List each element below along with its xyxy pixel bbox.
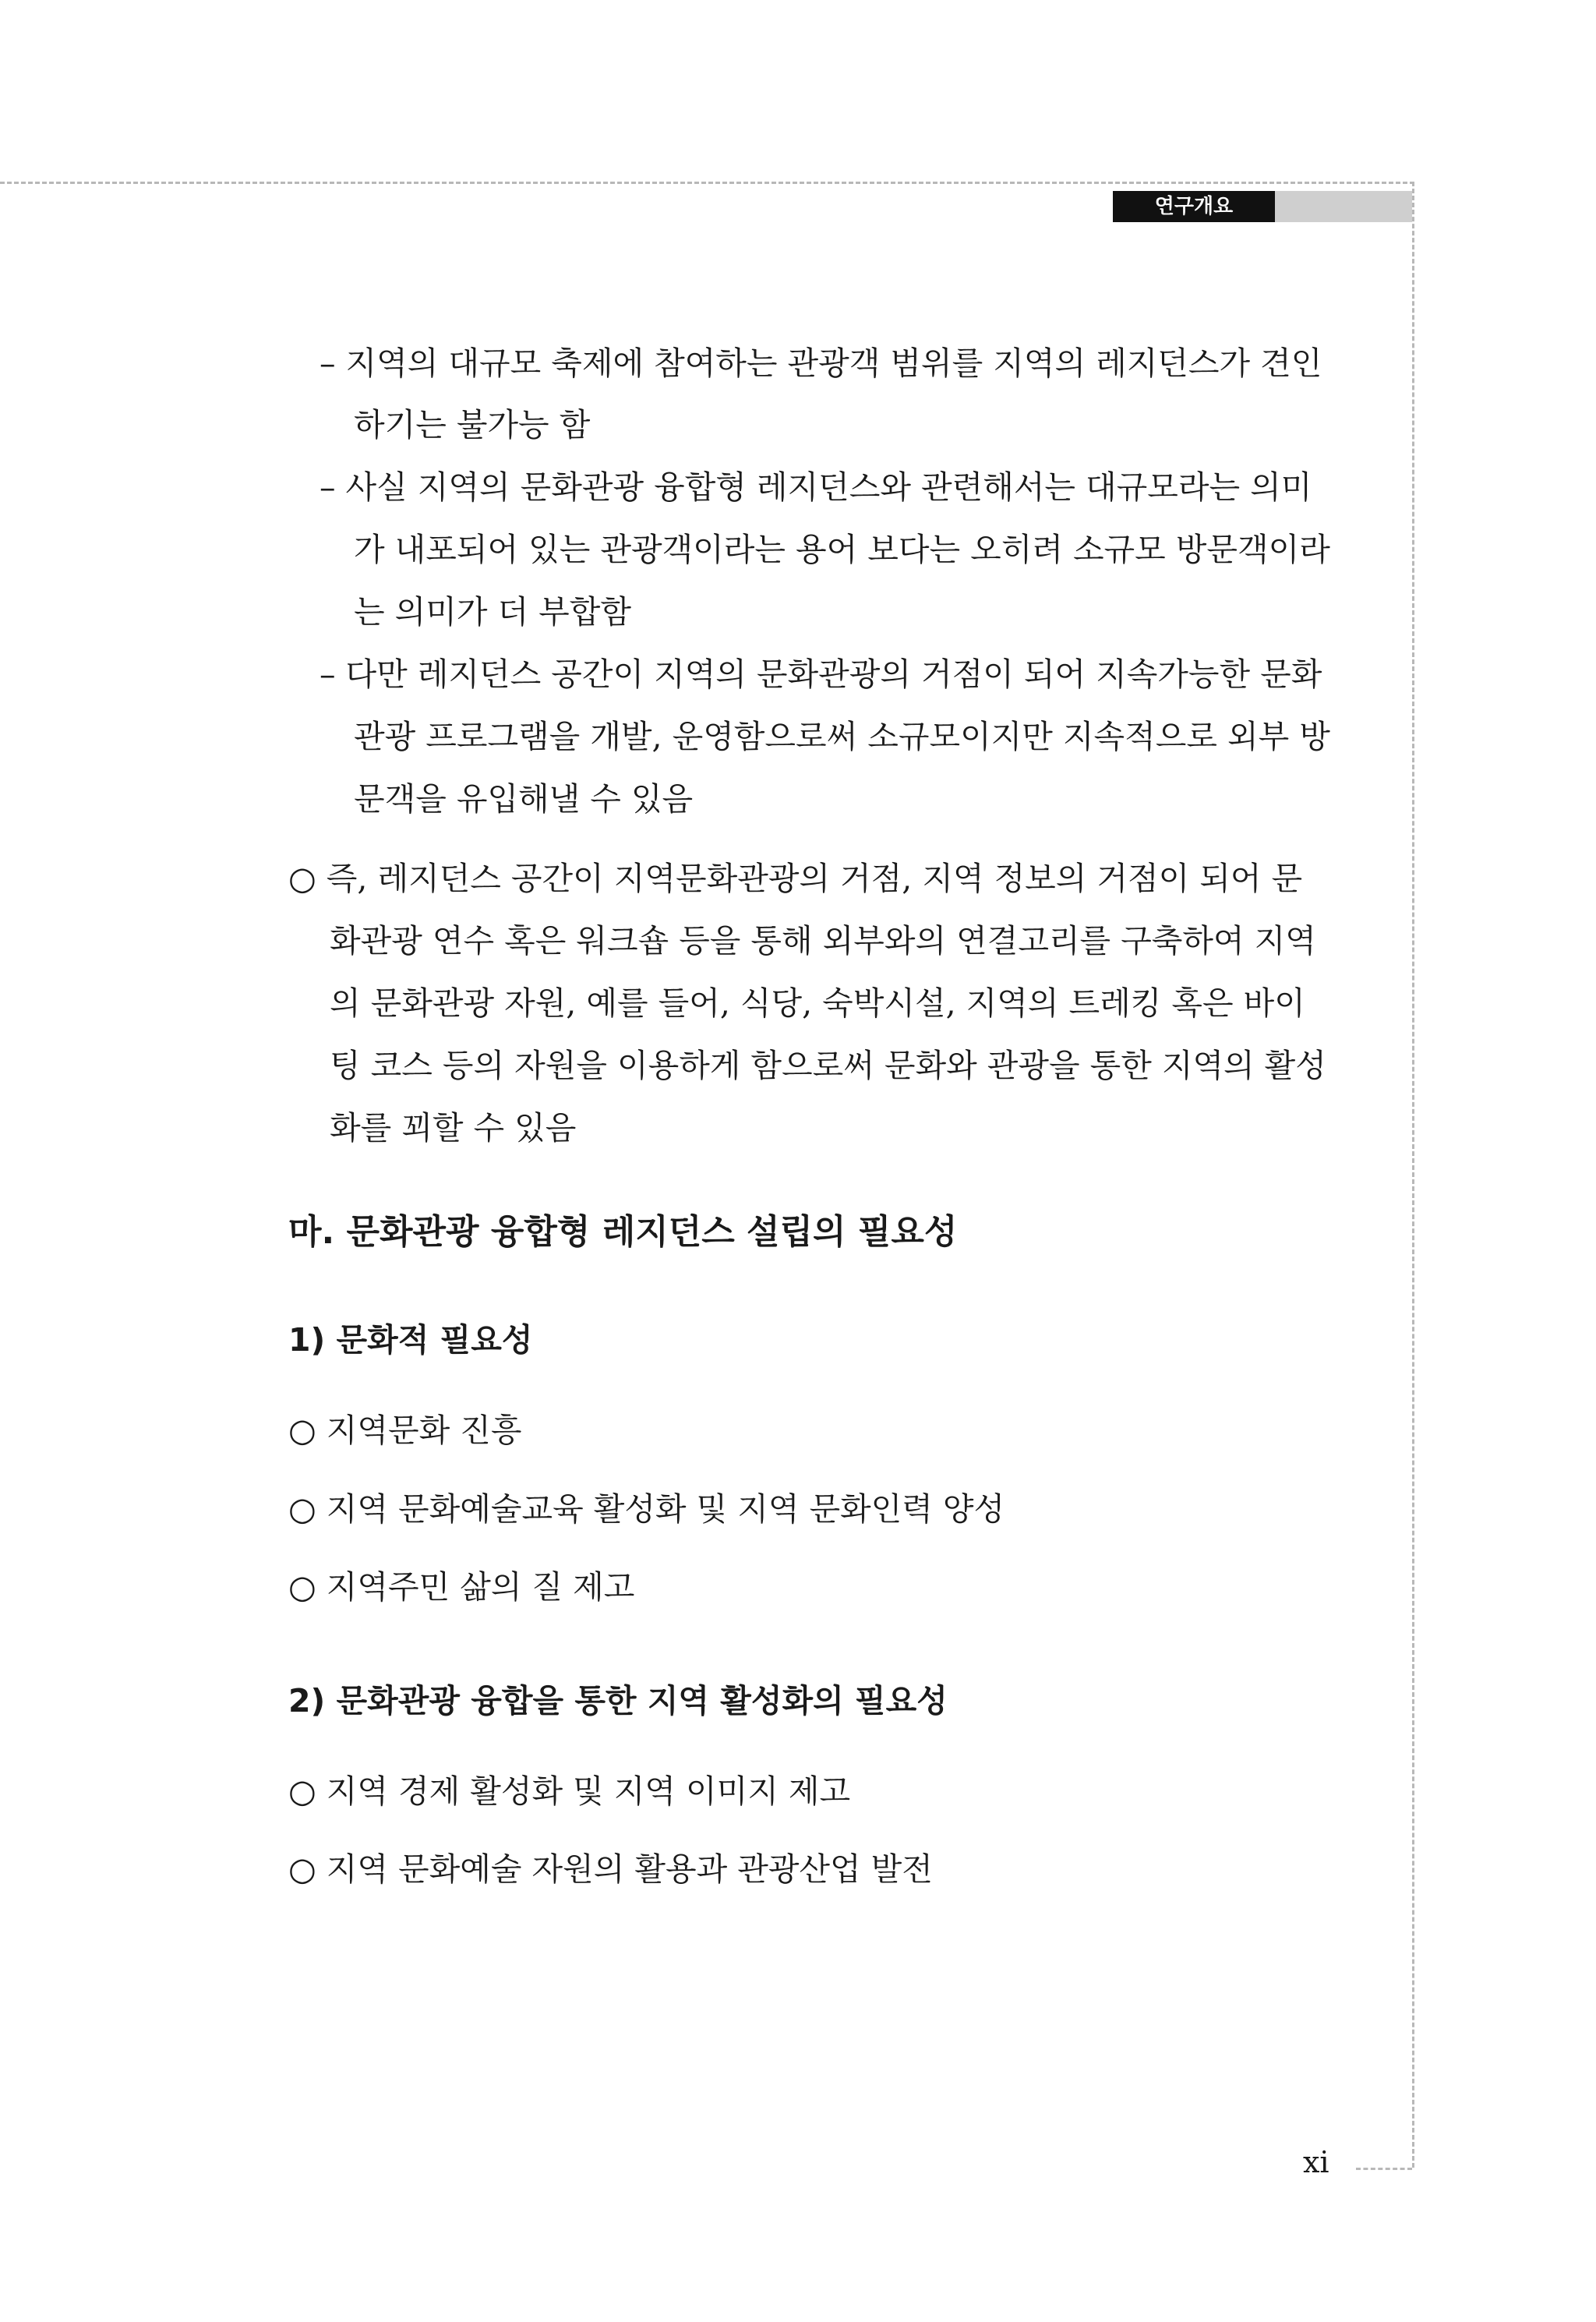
dash-item-line: – 지역의 대규모 축제에 참여하는 관광객 범위를 지역의 레지던스가 견인 <box>320 345 1322 382</box>
list-item: ○ 지역 경제 활성화 및 지역 이미지 제고 <box>288 1772 851 1810</box>
chapter-label: 연구개요 <box>1113 191 1275 222</box>
circle-item-line: 의 문화관광 자원, 예를 들어, 식당, 숙박시설, 지역의 트레킹 혹은 바이 <box>330 984 1305 1022</box>
page-number: xi <box>1303 2145 1329 2179</box>
dash-item-line: 는 의미가 더 부합함 <box>354 593 631 631</box>
circle-item-line: 화관광 연수 혹은 워크숍 등을 통해 외부와의 연결고리를 구축하여 지역 <box>330 922 1316 960</box>
dash-item-line: 관광 프로그램을 개발, 운영함으로써 소규모이지만 지속적으로 외부 방 <box>354 718 1330 755</box>
circle-item-line: 화를 꾀할 수 있음 <box>330 1109 577 1147</box>
page-frame-top-border <box>0 182 1414 184</box>
page-number-rule <box>1356 2168 1412 2170</box>
subsection-heading: 2) 문화관광 융합을 통한 지역 활성화의 필요성 <box>288 1682 948 1719</box>
circle-item-line: ○ 즉, 레지던스 공간이 지역문화관광의 거점, 지역 정보의 거점이 되어 문 <box>288 860 1303 897</box>
dash-item-line: – 사실 지역의 문화관광 융합형 레지던스와 관련해서는 대규모라는 의미 <box>320 468 1312 506</box>
dash-item-line: – 다만 레지던스 공간이 지역의 문화관광의 거점이 되어 지속가능한 문화 <box>320 656 1322 693</box>
dash-item-line: 가 내포되어 있는 관광객이라는 용어 보다는 오히려 소규모 방문객이라 <box>354 531 1330 568</box>
circle-item-line: 팅 코스 등의 자원을 이용하게 함으로써 문화와 관광을 통한 지역의 활성 <box>330 1047 1326 1084</box>
list-item: ○ 지역주민 삶의 질 제고 <box>288 1568 635 1606</box>
subsection-heading: 1) 문화적 필요성 <box>288 1321 533 1359</box>
list-item: ○ 지역문화 진흥 <box>288 1412 522 1449</box>
list-item: ○ 지역 문화예술교육 활성화 및 지역 문화인력 양성 <box>288 1490 1005 1528</box>
section-heading: 마. 문화관광 융합형 레지던스 설립의 필요성 <box>288 1212 958 1252</box>
dash-item-line: 문객을 유입해낼 수 있음 <box>354 780 694 818</box>
list-item: ○ 지역 문화예술 자원의 활용과 관광산업 발전 <box>288 1850 933 1888</box>
page-frame-right-border <box>1412 182 1414 2168</box>
dash-item-line: 하기는 불가능 함 <box>354 406 591 444</box>
chapter-label-bar <box>1275 191 1412 222</box>
